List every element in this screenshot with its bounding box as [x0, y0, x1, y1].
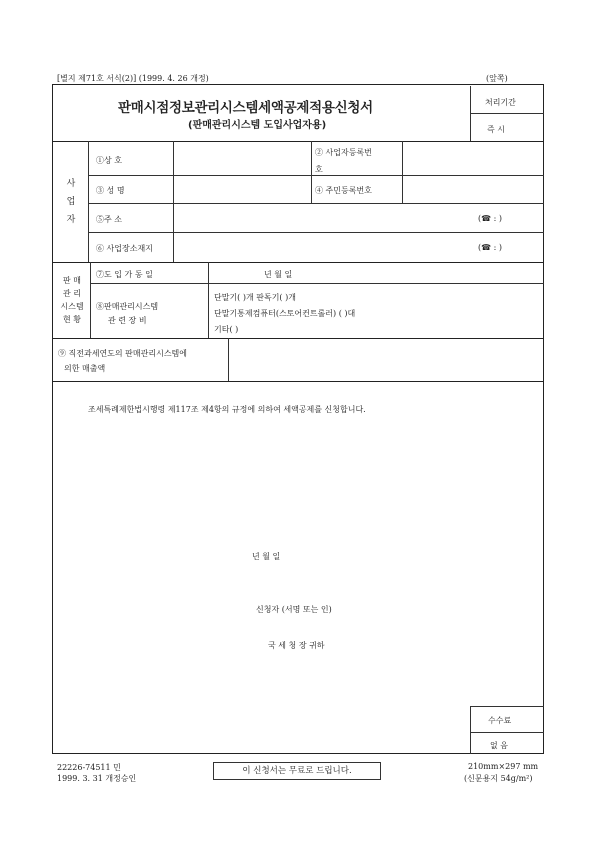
fee-label: 수수료: [488, 716, 512, 725]
start-date-value: 년 월 일: [264, 270, 293, 279]
application-date: 년 월 일: [252, 552, 281, 561]
trade-name-label: ①상 호: [96, 156, 122, 165]
system-section-label: 판 매 관 리 시스템 현 황: [60, 276, 84, 324]
processing-period-value: 즉 시: [487, 125, 505, 134]
application-statement: 조세특례제한법시행령 제117조 제4항의 규정에 의하여 세액공제를 신청합니다.: [88, 405, 366, 414]
form-subtitle: (판매관리시스템 도입사업자용): [188, 120, 327, 131]
address-phone: (☎ : ): [478, 214, 502, 223]
form-reference: [별지 제71호 서식(2)] (1999. 4. 26 개정): [57, 74, 209, 83]
fee-value: 없 음: [490, 741, 508, 750]
page-side-note: (앞쪽): [486, 74, 508, 83]
equipment-label: ⑧판매관리시스템 관 련 장 비: [96, 302, 159, 325]
resident-reg-no-label: ④ 주민등록번호: [315, 186, 372, 195]
start-date-label: ⑦도 입 가 동 일: [96, 270, 153, 279]
processing-period-label: 처리기간: [485, 98, 516, 107]
addressee: 국 세 청 장 귀하: [268, 641, 325, 650]
form-frame: [52, 84, 544, 754]
workplace-phone: (☎ : ): [478, 243, 502, 252]
sales-amount-label: ⑨ 직전과세연도의 판매관리시스템에 의한 매출액: [58, 349, 188, 373]
form-code: 22226-74511 민: [57, 763, 121, 772]
address-label: ⑤주 소: [96, 215, 122, 224]
business-reg-no-label: ② 사업자등록번 호: [315, 148, 372, 174]
form-title: 판매시점정보관리시스템세액공제적용신청서: [118, 100, 373, 116]
free-form-notice: 이 신청서는 무료로 드립니다.: [213, 762, 381, 780]
equipment-details: 단말기( )개 판독기( )개 단말기통제컴퓨터(스토어컨트롤러) ( )대 기타( ): [214, 293, 356, 334]
name-label: ③ 성 명: [96, 186, 125, 195]
paper-type: (신문용지 54g/m²): [464, 774, 533, 783]
approval-date: 1999. 3. 31 개정승인: [57, 774, 137, 783]
applicant-section-label: 사 업 자: [66, 179, 76, 225]
applicant-signature-line: 신청자 (서명 또는 인): [256, 605, 332, 614]
workplace-label: ⑥ 사업장소재지: [96, 244, 153, 253]
paper-size: 210mm×297 mm: [468, 762, 539, 771]
